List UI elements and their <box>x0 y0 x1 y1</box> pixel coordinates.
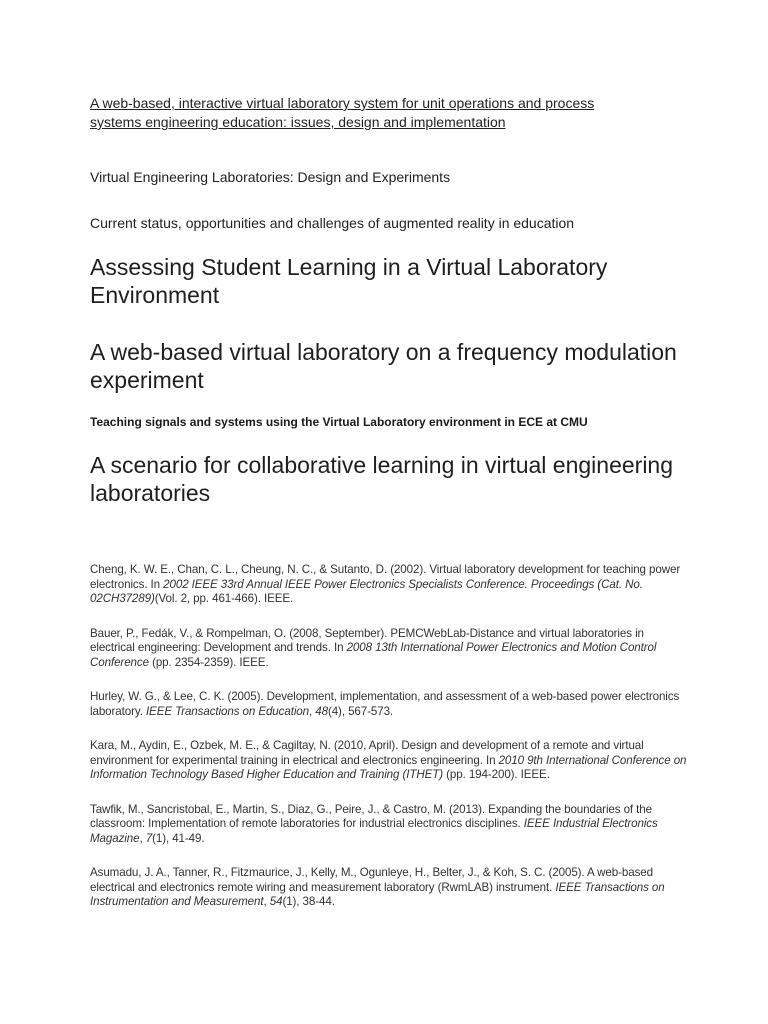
reference-volume: 48 <box>315 704 328 718</box>
reference-item <box>90 690 690 719</box>
linked-paper-title[interactable]: A web-based, interactive virtual laboratory system for unit operations and process systems engineering education: issues, design and implementation <box>90 95 595 130</box>
reference-text: Asumadu, J. A., Tanner, R., Fitzmaurice, J., Kelly, M., Ogunleye, H., Belter, J., & Koh, S. C. (2005). A web-based electrical and electronics remote wiring and measurement laboratory (RwmLAB) instrument. <box>90 866 653 894</box>
reference-source: IEEE Transactions on Education <box>145 704 309 718</box>
reference-item <box>90 627 690 671</box>
reference-separator: , <box>263 895 270 908</box>
reference-source: 2008 13th International Power Electronics and Motion Control Conference <box>90 641 657 669</box>
reference-volume: 7 <box>145 831 153 845</box>
reference-item <box>90 866 690 910</box>
reference-source: IEEE Industrial Electronics Magazine <box>90 817 658 845</box>
reference-item <box>90 739 690 783</box>
reference-volume: 54 <box>269 895 283 908</box>
reference-source: 2002 IEEE 33rd Annual IEEE Power Electronics Specialists Conference. Proceedings (Cat. No. 02CH37289) <box>90 577 643 605</box>
reference-pages: (Vol. 2, pp. 461-466). IEEE. <box>154 592 294 605</box>
heading-assessing-student-learning: Assessing Student Learning in a Virtual Laboratory Environment <box>90 254 608 308</box>
reference-separator: , <box>139 831 146 845</box>
reference-text: Tawfik, M., Sancristobal, E., Martin, S., Diaz, G., Peire, J., & Castro, M. (2013). Expanding the boundaries of the classroom: Implementation of remote laboratories for industrial electronics disciplines. <box>90 802 652 830</box>
reference-text: Hurley, W. G., & Lee, C. K. (2005). Development, implementation, and assessment of a web-based power electronics laboratory. <box>90 690 680 718</box>
reference-source: IEEE Transactions on Instrumentation and Measurement <box>90 880 665 908</box>
heading-teaching-signals-systems: Teaching signals and systems using the Virtual Laboratory environment in ECE at CMU <box>90 415 588 429</box>
reference-pages: (pp. 2354-2359). IEEE. <box>148 655 269 669</box>
reference-list <box>90 563 690 930</box>
reference-pages: (1), 38-44. <box>282 895 335 908</box>
heading-frequency-modulation: A web-based virtual laboratory on a frequency modulation experiment <box>90 339 677 393</box>
reference-pages: (1), 41-49. <box>152 831 205 845</box>
reference-source: 2010 9th International Conference on Information Technology Based Higher Education and Training (ITHET) <box>90 753 687 781</box>
reference-item <box>90 563 690 607</box>
heading-collaborative-learning: A scenario for collaborative learning in virtual engineering laboratories <box>90 452 674 506</box>
reference-pages: (4), 567-573. <box>327 704 394 718</box>
reference-text: Bauer, P., Fedák, V., & Rompelman, O. (2008, September). PEMCWebLab-Distance and virtual laboratories in electrical engineering: Development and trends. In <box>90 626 644 654</box>
reference-item <box>90 803 690 847</box>
reference-separator: , <box>309 704 316 718</box>
reference-text: Cheng, K. W. E., Chan, C. L., Cheung, N. C., & Sutanto, D. (2002). Virtual laboratory development for teaching power electronics. In <box>90 563 681 591</box>
paper-title-virtual-engineering-laboratories: Virtual Engineering Laboratories: Design and Experiments <box>90 169 451 185</box>
reference-text: Kara, M., Aydin, E., Ozbek, M. E., & Cagiltay, N. (2010, April). Design and development of a remote and virtual environment for experimental training in electrical and electronics engineering. In <box>90 739 644 767</box>
reference-pages: (pp. 194-200). IEEE. <box>443 768 550 781</box>
paper-title-augmented-reality: Current status, opportunities and challenges of augmented reality in education <box>90 215 575 231</box>
